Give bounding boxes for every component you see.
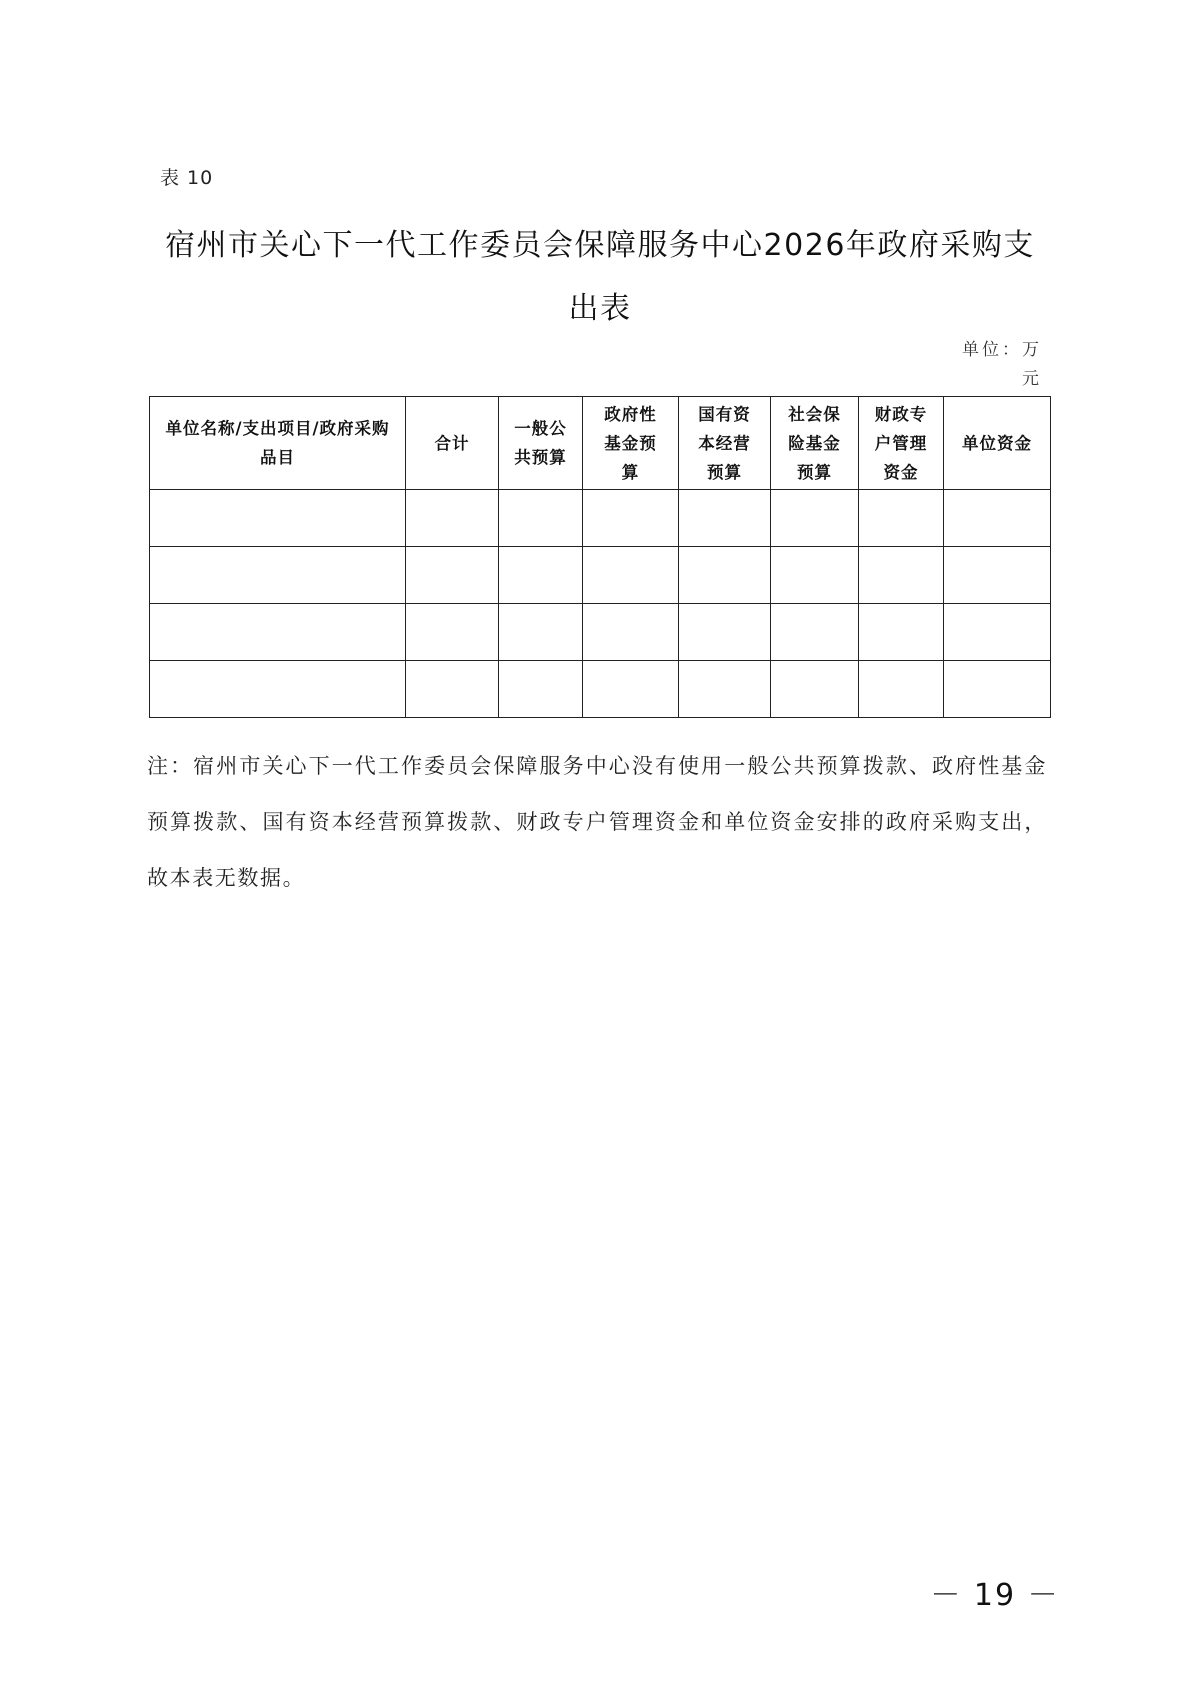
table-cell [583, 547, 679, 604]
table-cell [771, 490, 859, 547]
document-title-line-1: 宿州市关心下一代工作委员会保障服务中心2026年政府采购支 [165, 228, 1035, 263]
table-row [150, 661, 1051, 718]
table-cell [406, 661, 499, 718]
table-header-row [150, 397, 1051, 490]
column-header-unit-name: 单位名称/支出项目/政府采购品目 [150, 397, 406, 490]
table-cell [499, 547, 583, 604]
table-cell [679, 490, 771, 547]
table-row [150, 490, 1051, 547]
column-header-unit-funds: 单位资金 [944, 397, 1051, 490]
table-cell [499, 661, 583, 718]
column-header-government-fund-budget: 政府性基金预算 [583, 397, 679, 490]
table-cell [583, 661, 679, 718]
column-header-special-account-funds: 财政专户管理资金 [859, 397, 944, 490]
unit-label-line-2: 元 [1022, 369, 1042, 389]
table-cell [679, 547, 771, 604]
procurement-table [149, 396, 1051, 718]
table-row [150, 547, 1051, 604]
column-header-total: 合计 [406, 397, 499, 490]
unit-label-line-1: 单位：万 [962, 340, 1042, 360]
page-number: － 19 － [930, 1578, 1060, 1613]
table-cell [406, 490, 499, 547]
table-cell [499, 604, 583, 661]
column-header-general-budget: 一般公共预算 [499, 397, 583, 490]
table-cell [944, 661, 1051, 718]
table-cell [771, 604, 859, 661]
table-cell [771, 547, 859, 604]
table-cell [859, 547, 944, 604]
table-row [150, 604, 1051, 661]
table-cell [583, 490, 679, 547]
table-cell [771, 661, 859, 718]
table-cell [944, 604, 1051, 661]
table-cell [859, 490, 944, 547]
unit-label [962, 336, 1042, 394]
table-cell [859, 604, 944, 661]
table-cell [944, 490, 1051, 547]
table-cell [406, 604, 499, 661]
table-number: 表 10 [160, 167, 214, 189]
table-cell [859, 661, 944, 718]
table-cell [150, 490, 406, 547]
table-cell [679, 604, 771, 661]
table-cell [406, 547, 499, 604]
column-header-state-capital-budget: 国有资本经营预算 [679, 397, 771, 490]
table-cell [150, 661, 406, 718]
table-cell [499, 490, 583, 547]
table-cell [583, 604, 679, 661]
table-note: 注：宿州市关心下一代工作委员会保障服务中心没有使用一般公共预算拨款、政府性基金预算拨款、国有资本经营预算拨款、财政专户管理资金和单位资金安排的政府采购支出，故本表无数据。 [147, 754, 1047, 890]
table-cell [150, 547, 406, 604]
column-header-social-insurance-budget: 社会保险基金预算 [771, 397, 859, 490]
document-title-line-2: 出表 [568, 291, 632, 326]
table-cell [944, 547, 1051, 604]
table-cell [679, 661, 771, 718]
table-cell [150, 604, 406, 661]
